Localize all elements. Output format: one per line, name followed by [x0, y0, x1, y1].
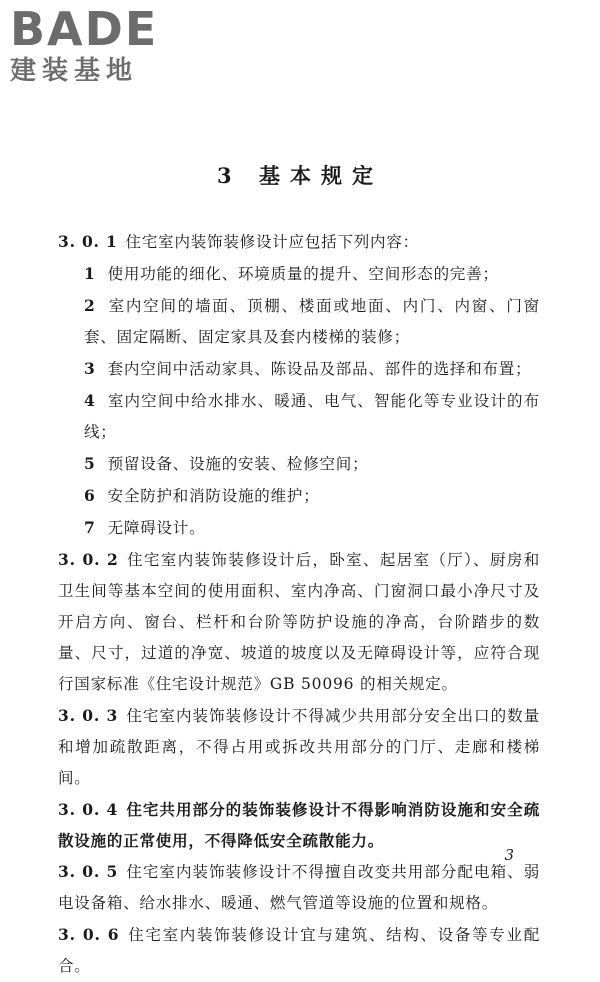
logo-wordmark: BADE [10, 2, 159, 56]
page-number: 3 [504, 846, 514, 864]
clause-number: 3. 0. 5 [58, 862, 119, 881]
item-text: 预留设备、设施的安装、检修空间； [107, 455, 369, 473]
clause-number: 3. 0. 6 [58, 925, 120, 944]
item-text: 安全防护和消防设施的维护； [107, 487, 320, 505]
chapter-title: 3 基本规定 [217, 163, 383, 188]
item-number: 7 [84, 518, 96, 537]
clause-text: 住宅室内装饰装修设计不得擅自改变共用部分配电箱、弱电设备箱、给水排水、暖通、燃气管道等设施的位置和规格。 [58, 863, 540, 912]
item-text: 无障碍设计。 [107, 519, 206, 537]
list-item-4 [58, 385, 540, 448]
clause-3-0-4 [58, 794, 540, 856]
item-number: 2 [84, 296, 96, 315]
logo-subtitle: 建装基地 [10, 56, 139, 86]
item-number: 6 [84, 486, 96, 505]
clause-number: 3. 0. 3 [58, 706, 119, 725]
item-text: 使用功能的细化、环境质量的提升、空间形态的完善； [107, 265, 499, 283]
clause-3-0-6 [58, 919, 540, 982]
list-item-2 [58, 290, 540, 353]
list-item-6 [58, 480, 540, 512]
item-text: 套内空间中活动家具、陈设品及部品、部件的选择和布置； [107, 360, 532, 378]
document-body [58, 226, 540, 982]
clause-3-0-5 [58, 856, 540, 919]
item-number: 5 [84, 454, 96, 473]
item-text: 室内空间的墙面、顶棚、楼面或地面、内门、内窗、门窗套、固定隔断、固定家具及套内楼梯的装修； [84, 297, 540, 346]
list-item-5 [58, 448, 540, 480]
item-number: 3 [84, 359, 96, 378]
clause-number: 3. 0. 4 [58, 800, 119, 819]
clause-text: 住宅室内装饰装修设计应包括下列内容： [125, 233, 419, 251]
item-number: 1 [84, 264, 96, 283]
clause-text: 住宅共用部分的装饰装修设计不得影响消防设施和安全疏散设施的正常使用，不得降低安全疏散能力。 [58, 800, 540, 850]
clause-3-0-1 [58, 226, 540, 258]
clause-text: 住宅室内装饰装修设计后，卧室、起居室（厅）、厨房和卫生间等基本空间的使用面积、室内净高、门窗洞口最小净尺寸及开启方向、窗台、栏杆和台阶等防护设施的净高，台阶踏步的数量、尺寸，过道的净宽、坡道的坡度以及无障碍设计等，应符合现行国家标准《住宅设计规范》GB 50096 的相关规定。 [58, 551, 540, 693]
item-text: 室内空间中给水排水、暖通、电气、智能化等专业设计的布线； [84, 392, 540, 441]
list-item-3 [58, 353, 540, 385]
list-item-1 [58, 258, 540, 290]
brand-logo [10, 4, 158, 86]
clause-3-0-2 [58, 544, 540, 700]
item-number: 4 [84, 391, 96, 410]
list-item-7 [58, 512, 540, 544]
clause-3-0-3 [58, 700, 540, 794]
clause-number: 3. 0. 2 [58, 550, 119, 569]
clause-text: 住宅室内装饰装修设计宜与建筑、结构、设备等专业配合。 [58, 926, 540, 975]
clause-number: 3. 0. 1 [58, 232, 118, 251]
clause-text: 住宅室内装饰装修设计不得减少共用部分安全出口的数量和增加疏散距离，不得占用或拆改共用部分的门厅、走廊和楼梯间。 [58, 707, 540, 787]
